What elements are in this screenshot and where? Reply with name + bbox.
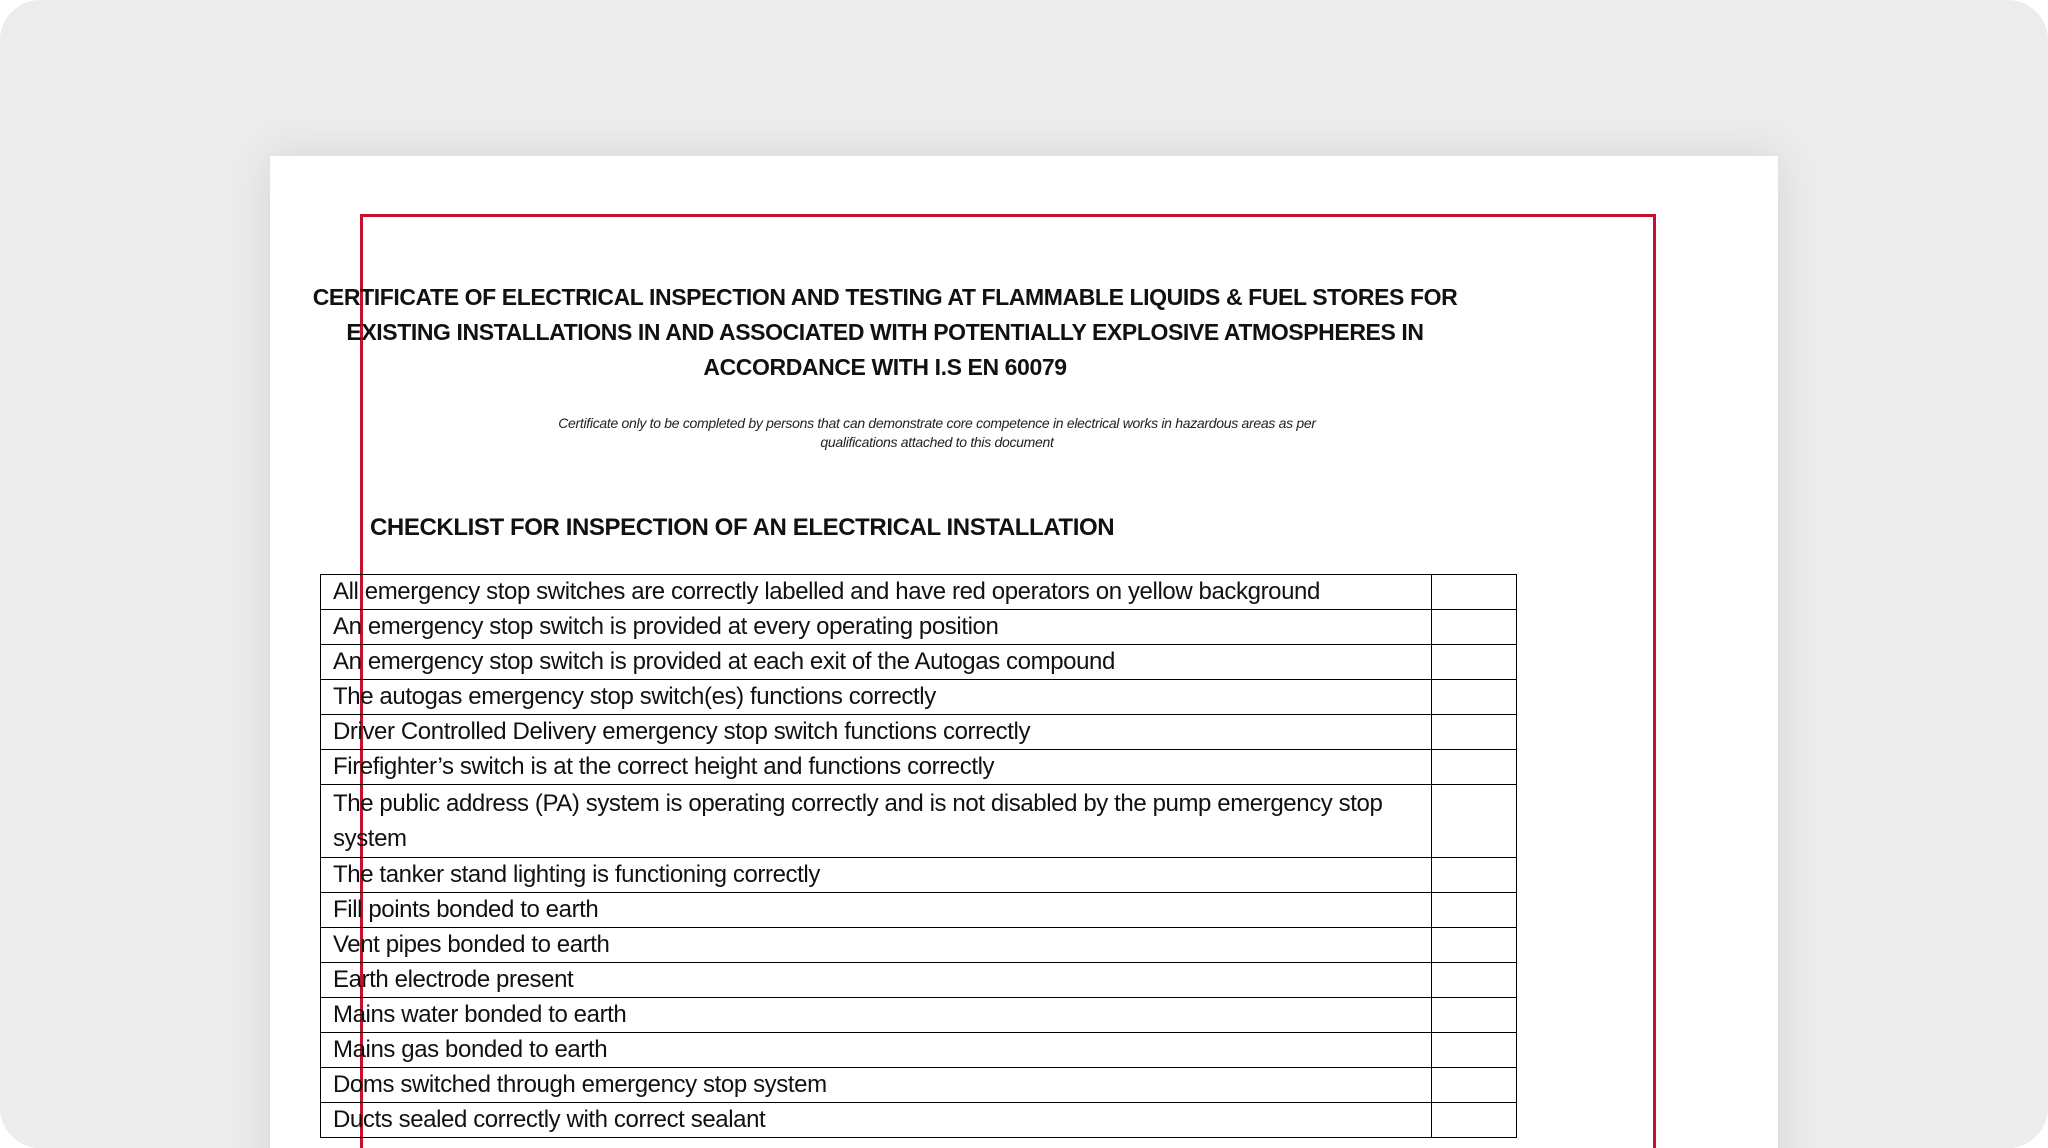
checklist-item: The tanker stand lighting is functioning correctly — [321, 858, 1432, 893]
table-row — [321, 893, 1517, 928]
checklist-item: Vent pipes bonded to earth — [321, 928, 1432, 963]
certificate-title — [310, 280, 1460, 385]
checklist-response-cell[interactable] — [1432, 963, 1517, 998]
checklist-item: An emergency stop switch is provided at each exit of the Autogas compound — [321, 645, 1432, 680]
table-row — [321, 680, 1517, 715]
title-line-1: CERTIFICATE OF ELECTRICAL INSPECTION AND TESTING AT FLAMMABLE LIQUIDS & FUEL STORES FOR — [312, 284, 1458, 310]
checklist-item: The public address (PA) system is operating correctly and is not disabled by the pump emergency stop system — [321, 785, 1432, 858]
table-row — [321, 858, 1517, 893]
subtitle-line-2: qualifications attached to this document — [820, 434, 1054, 450]
table-row — [321, 998, 1517, 1033]
table-row — [321, 1103, 1517, 1138]
checklist-response-cell[interactable] — [1432, 680, 1517, 715]
subtitle-line-1: Certificate only to be completed by persons that can demonstrate core competence in electrical works in hazardous areas as per — [558, 415, 1316, 431]
table-row — [321, 785, 1517, 858]
table-row — [321, 963, 1517, 998]
checklist-item: Earth electrode present — [321, 963, 1432, 998]
checklist-item: The autogas emergency stop switch(es) functions correctly — [321, 680, 1432, 715]
checklist-response-cell[interactable] — [1432, 858, 1517, 893]
table-row — [321, 645, 1517, 680]
checklist-response-cell[interactable] — [1432, 893, 1517, 928]
table-row — [321, 1033, 1517, 1068]
checklist-item: Ducts sealed correctly with correct sealant — [321, 1103, 1432, 1138]
checklist-item: Driver Controlled Delivery emergency stop switch functions correctly — [321, 715, 1432, 750]
table-row — [321, 1068, 1517, 1103]
checklist-response-cell[interactable] — [1432, 1103, 1517, 1138]
checklist-response-cell[interactable] — [1432, 715, 1517, 750]
document-page — [270, 156, 1778, 1148]
title-line-2: EXISTING INSTALLATIONS IN AND ASSOCIATED WITH POTENTIALLY EXPLOSIVE ATMOSPHERES IN — [346, 319, 1424, 345]
table-row — [321, 715, 1517, 750]
checklist-item: Firefighter’s switch is at the correct height and functions correctly — [321, 750, 1432, 785]
checklist-item: Doms switched through emergency stop system — [321, 1068, 1432, 1103]
checklist-table — [320, 574, 1517, 1138]
table-row — [321, 750, 1517, 785]
checklist-item: An emergency stop switch is provided at every operating position — [321, 610, 1432, 645]
checklist-response-cell[interactable] — [1432, 1068, 1517, 1103]
table-row — [321, 575, 1517, 610]
section-heading: CHECKLIST FOR INSPECTION OF AN ELECTRICAL INSTALLATION — [370, 514, 1115, 541]
checklist-response-cell[interactable] — [1432, 750, 1517, 785]
checklist-response-cell[interactable] — [1432, 1033, 1517, 1068]
table-row — [321, 928, 1517, 963]
certificate-subtitle — [500, 414, 1374, 452]
checklist-response-cell[interactable] — [1432, 785, 1517, 858]
title-line-3: ACCORDANCE WITH I.S EN 60079 — [703, 354, 1067, 380]
checklist-response-cell[interactable] — [1432, 610, 1517, 645]
checklist-item: Mains water bonded to earth — [321, 998, 1432, 1033]
checklist-response-cell[interactable] — [1432, 645, 1517, 680]
checklist-item: All emergency stop switches are correctly labelled and have red operators on yellow background — [321, 575, 1432, 610]
checklist-response-cell[interactable] — [1432, 575, 1517, 610]
checklist-item: Mains gas bonded to earth — [321, 1033, 1432, 1068]
checklist-item: Fill points bonded to earth — [321, 893, 1432, 928]
checklist-response-cell[interactable] — [1432, 928, 1517, 963]
table-row — [321, 610, 1517, 645]
checklist-response-cell[interactable] — [1432, 998, 1517, 1033]
